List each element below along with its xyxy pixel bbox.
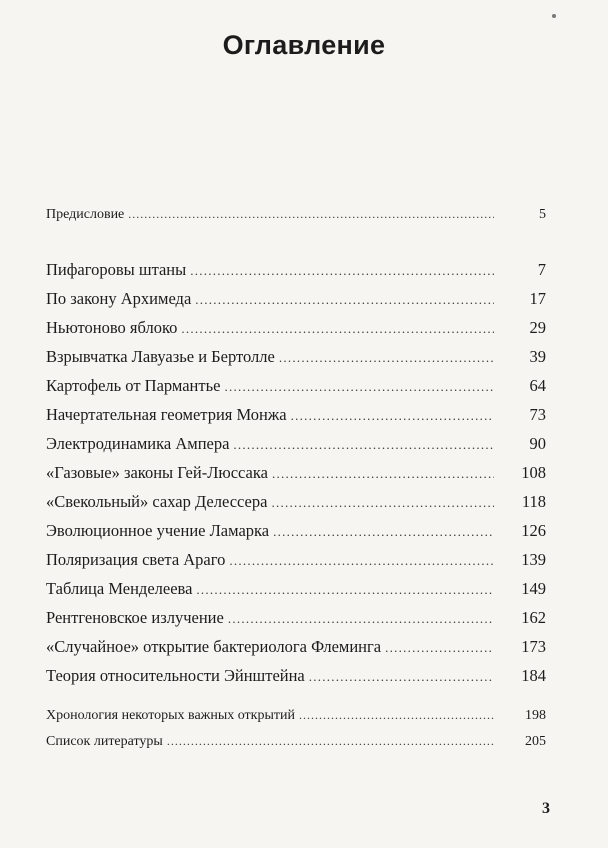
toc-entry-page: 39 bbox=[529, 347, 546, 366]
toc-entry bbox=[46, 318, 546, 340]
toc-entry-page: 17 bbox=[529, 289, 546, 308]
toc-entry-title: «Газовые» законы Гей-Люссака bbox=[46, 463, 268, 482]
leader-dots bbox=[309, 669, 494, 685]
toc-entry-page: 73 bbox=[529, 405, 546, 424]
toc-entry-page: 64 bbox=[529, 376, 546, 395]
toc-entry bbox=[46, 207, 546, 229]
leader-dots bbox=[272, 466, 494, 482]
toc-entry-title: По закону Архимеда bbox=[46, 289, 192, 308]
toc-entry-page: 198 bbox=[525, 708, 546, 723]
leader-dots bbox=[181, 321, 494, 337]
toc-entry bbox=[46, 708, 546, 730]
toc-entry bbox=[46, 734, 546, 756]
toc-entry-title: Электродинамика Ампера bbox=[46, 434, 230, 453]
toc-entry bbox=[46, 405, 546, 427]
toc-entry-page: 118 bbox=[521, 492, 546, 511]
leader-dots bbox=[229, 553, 494, 569]
toc-entry-title: Теория относительности Эйнштейна bbox=[46, 666, 305, 685]
toc-entry bbox=[46, 376, 546, 398]
toc-entry-title: Картофель от Пармантье bbox=[46, 376, 221, 395]
toc-entry bbox=[46, 347, 546, 369]
leader-dots bbox=[291, 408, 494, 424]
toc-entry-title: «Свекольный» сахар Делессера bbox=[46, 492, 268, 511]
toc-entry-title: Хронология некоторых важных открытий bbox=[46, 708, 295, 723]
toc-entry-title: «Случайное» открытие бактериолога Флеминга bbox=[46, 637, 382, 656]
toc-entry-title: Предисловие bbox=[46, 207, 125, 222]
leader-dots bbox=[195, 292, 494, 308]
toc-entry-page: 7 bbox=[537, 260, 546, 279]
page-title: Оглавление bbox=[222, 30, 386, 60]
toc-entry-page: 184 bbox=[521, 666, 546, 685]
toc-entry-title: Список литературы bbox=[46, 734, 163, 749]
leader-dots bbox=[271, 495, 494, 511]
toc-entry-title: Рентгеновское излучение bbox=[46, 608, 224, 627]
toc-entry-title: Таблица Менделеева bbox=[46, 579, 193, 598]
toc-entry-title: Эволюционное учение Ламарка bbox=[46, 521, 270, 540]
leader-dots bbox=[190, 263, 494, 279]
toc-entry bbox=[46, 434, 546, 456]
toc-entry-title: Поляризация света Араго bbox=[46, 550, 226, 569]
toc-entry-page: 90 bbox=[529, 434, 546, 453]
toc-entry bbox=[46, 260, 546, 282]
toc-entry-page: 5 bbox=[539, 207, 546, 222]
toc-entry-page: 173 bbox=[521, 637, 546, 656]
leader-dots bbox=[385, 640, 494, 656]
toc-entry-page: 139 bbox=[521, 550, 546, 569]
toc-entry-title: Пифагоровы штаны bbox=[46, 260, 187, 279]
toc-entry-page: 29 bbox=[529, 318, 546, 337]
toc-entry-title: Ньютоново яблоко bbox=[46, 318, 178, 337]
toc-entry bbox=[46, 579, 546, 601]
leader-dots bbox=[299, 708, 494, 723]
leader-dots bbox=[228, 611, 494, 627]
toc-entry bbox=[46, 608, 546, 630]
toc-entry bbox=[46, 463, 546, 485]
toc-entry bbox=[46, 289, 546, 311]
toc-entry bbox=[46, 637, 546, 659]
leader-dots bbox=[128, 207, 494, 222]
page-number: 3 bbox=[542, 800, 550, 817]
leader-dots bbox=[273, 524, 494, 540]
toc-entry-page: 162 bbox=[521, 608, 546, 627]
toc-entry-title: Начертательная геометрия Монжа bbox=[46, 405, 287, 424]
leader-dots bbox=[224, 379, 494, 395]
toc-entry-page: 205 bbox=[525, 734, 546, 749]
toc-entry bbox=[46, 521, 546, 543]
toc-entry-page: 126 bbox=[521, 521, 546, 540]
toc-entry-page: 149 bbox=[521, 579, 546, 598]
leader-dots bbox=[233, 437, 494, 453]
leader-dots bbox=[279, 350, 494, 366]
toc-entry bbox=[46, 666, 546, 688]
corner-mark bbox=[552, 14, 556, 18]
toc-entry bbox=[46, 492, 546, 514]
leader-dots bbox=[196, 582, 494, 598]
toc-entry-title: Взрывчатка Лавуазье и Бертолле bbox=[46, 347, 275, 366]
toc-entry bbox=[46, 550, 546, 572]
toc-entry-page: 108 bbox=[521, 463, 546, 482]
leader-dots bbox=[167, 734, 494, 749]
